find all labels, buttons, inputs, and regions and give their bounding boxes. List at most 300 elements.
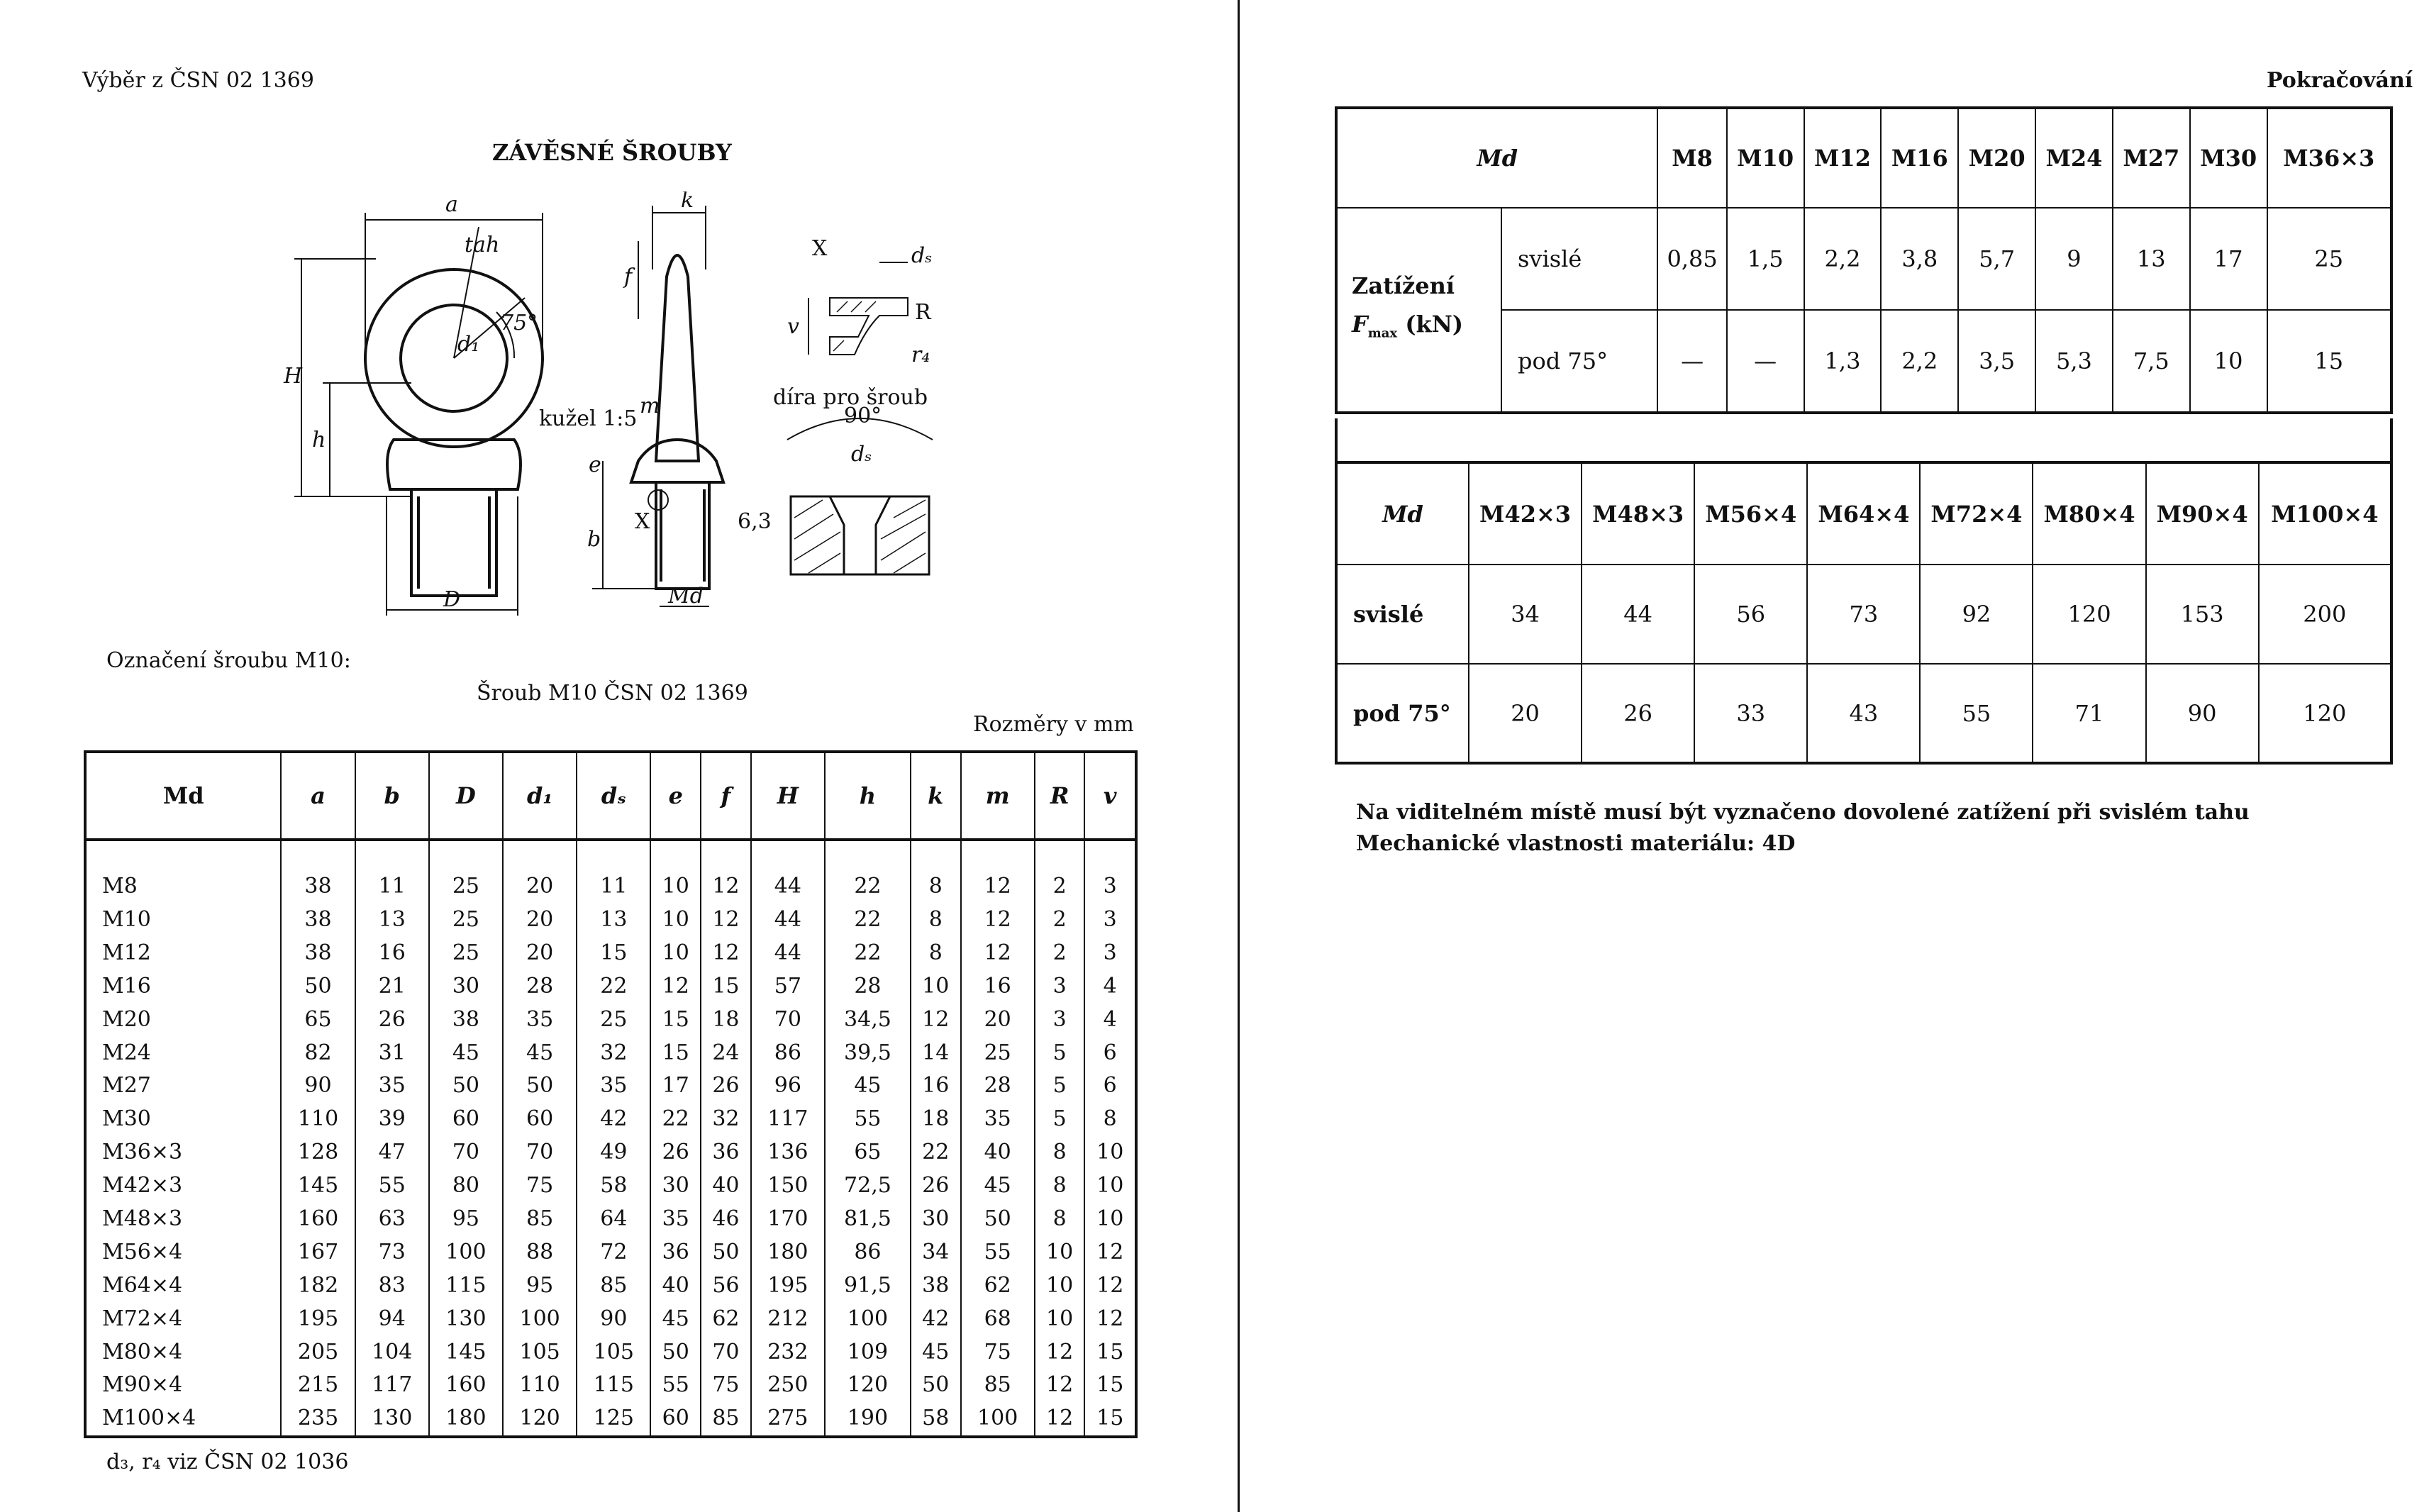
drawing-label-k: k xyxy=(681,191,694,213)
table-cell: 9 xyxy=(2035,208,2113,311)
dimension-cell: 15 xyxy=(701,969,751,1003)
column-header: M100×4 xyxy=(2259,462,2391,565)
spacer-cell xyxy=(751,840,825,870)
dimension-cell: 15 xyxy=(650,1003,701,1036)
column-header: M16 xyxy=(1881,108,1958,208)
dimension-cell: 13 xyxy=(355,904,429,937)
dimension-cell: 56 xyxy=(701,1269,751,1302)
dimension-cell: 91,5 xyxy=(825,1269,911,1302)
page-divider xyxy=(1238,0,1240,1512)
dimension-cell: 58 xyxy=(911,1402,961,1437)
column-header: a xyxy=(281,752,355,840)
table-cell: 33 xyxy=(1694,664,1807,763)
table-cell: 55 xyxy=(1920,664,2033,763)
dimension-cell: 5 xyxy=(1035,1069,1085,1103)
dimensions-table xyxy=(84,750,1138,1438)
row-label: svislé xyxy=(1336,565,1469,664)
table-cell: 2,2 xyxy=(1881,310,1958,413)
dimension-cell: 86 xyxy=(751,1036,825,1069)
dimension-cell: 12 xyxy=(650,969,701,1003)
dimension-cell: 96 xyxy=(751,1069,825,1103)
drawing-label-e: e xyxy=(589,452,601,477)
thread-size-cell: M48×3 xyxy=(85,1203,281,1236)
dimension-cell: 42 xyxy=(577,1103,650,1136)
column-header: Md xyxy=(85,752,281,840)
eye-bolt-drawing xyxy=(269,191,950,617)
dimension-cell: 232 xyxy=(751,1335,825,1369)
dimension-cell: 8 xyxy=(911,870,961,904)
dimension-cell: 3 xyxy=(1035,1003,1085,1036)
table-cell: 20 xyxy=(1469,664,1582,763)
thread-size-cell: M90×4 xyxy=(85,1369,281,1402)
column-header: D xyxy=(429,752,503,840)
drawing-label-kuzel: kužel 1:5 xyxy=(539,406,638,431)
column-header: dₛ xyxy=(577,752,650,840)
dimension-cell: 110 xyxy=(281,1103,355,1136)
dimension-cell: 10 xyxy=(1035,1235,1085,1269)
column-header: M27 xyxy=(2113,108,2190,208)
dimension-cell: 60 xyxy=(429,1103,503,1136)
thread-size-cell: M80×4 xyxy=(85,1335,281,1369)
table-cell: 17 xyxy=(2190,208,2267,311)
dimension-cell: 180 xyxy=(751,1235,825,1269)
dimension-cell: 8 xyxy=(1035,1136,1085,1169)
dimension-cell: 50 xyxy=(650,1335,701,1369)
dimension-cell: 125 xyxy=(577,1402,650,1437)
dimension-cell: 5 xyxy=(1035,1103,1085,1136)
dimension-cell: 25 xyxy=(429,936,503,969)
dimension-cell: 20 xyxy=(961,1003,1035,1036)
dimension-cell: 47 xyxy=(355,1136,429,1169)
page-header-right: Pokračování xyxy=(2267,68,2413,93)
dimension-cell: 50 xyxy=(701,1235,751,1269)
dimension-cell: 22 xyxy=(650,1103,701,1136)
dimension-cell: 22 xyxy=(911,1136,961,1169)
detail-label-r4: r₄ xyxy=(911,343,930,367)
spacer-cell xyxy=(1035,840,1085,870)
column-header: M24 xyxy=(2035,108,2113,208)
dimension-cell: 11 xyxy=(577,870,650,904)
dimension-cell: 25 xyxy=(961,1036,1035,1069)
dimension-cell: 46 xyxy=(701,1203,751,1236)
dimension-cell: 45 xyxy=(961,1169,1035,1203)
column-header: M72×4 xyxy=(1920,462,2033,565)
table-cell: 5,7 xyxy=(1958,208,2035,311)
dimension-cell: 180 xyxy=(429,1402,503,1437)
dimension-cell: 35 xyxy=(961,1103,1035,1136)
table-cell: 1,5 xyxy=(1727,208,1804,311)
table-cell: 5,3 xyxy=(2035,310,2113,413)
column-header: M80×4 xyxy=(2033,462,2145,565)
spacer-cell xyxy=(429,840,503,870)
dimension-cell: 3 xyxy=(1103,940,1117,965)
drawing-label-x: X xyxy=(635,509,650,534)
thread-size-cell: M16 xyxy=(85,969,281,1003)
column-header: e xyxy=(650,752,701,840)
dimension-cell: 136 xyxy=(751,1136,825,1169)
load-label-text: Zatížení xyxy=(1352,272,1455,300)
detail-label-angle90: 90° xyxy=(844,404,882,428)
dimension-cell: 85 xyxy=(961,1369,1035,1402)
load-label xyxy=(1336,208,1501,413)
table-row xyxy=(85,1369,1136,1402)
dimension-cell: 12 xyxy=(701,936,751,969)
dimension-cell: 212 xyxy=(751,1302,825,1335)
thread-size-cell: M30 xyxy=(85,1103,281,1136)
table-row xyxy=(85,1003,1136,1036)
dimension-cell: 55 xyxy=(961,1235,1035,1269)
hole-label-ds: dₛ xyxy=(851,442,872,467)
dimension-cell: 85 xyxy=(503,1203,577,1236)
dimension-cell: 85 xyxy=(577,1269,650,1302)
table-cell: 13 xyxy=(2113,208,2190,311)
table-row xyxy=(85,1036,1136,1069)
dimension-cell: 12 xyxy=(1096,1306,1124,1331)
dimension-cell: 100 xyxy=(429,1235,503,1269)
dimension-cell: 21 xyxy=(355,969,429,1003)
drawing-label-a: a xyxy=(445,192,458,217)
dimension-cell: 8 xyxy=(911,904,961,937)
dimension-cell: 10 xyxy=(1096,1173,1124,1199)
dimension-cell: 130 xyxy=(429,1302,503,1335)
dimension-cell: 12 xyxy=(1035,1369,1085,1402)
table-row xyxy=(85,1235,1136,1269)
dimension-cell: 12 xyxy=(911,1003,961,1036)
dimension-cell: 105 xyxy=(577,1335,650,1369)
dimension-cell: 72,5 xyxy=(825,1169,911,1203)
thread-size-cell: M64×4 xyxy=(85,1269,281,1302)
dimension-cell: 25 xyxy=(429,870,503,904)
table-cell: 153 xyxy=(2146,565,2259,664)
spacer-cell xyxy=(577,840,650,870)
dimension-cell: 12 xyxy=(1035,1335,1085,1369)
drawing-label-tah: tah xyxy=(465,233,500,257)
dimension-cell: 15 xyxy=(577,936,650,969)
table-cell: 44 xyxy=(1582,565,1694,664)
table-row xyxy=(85,1136,1136,1169)
note-material: Mechanické vlastnosti materiálu: 4D xyxy=(1356,831,1796,856)
table-row xyxy=(1336,208,2391,311)
spacer-cell xyxy=(650,840,701,870)
table-cell: 7,5 xyxy=(2113,310,2190,413)
dimension-cell: 109 xyxy=(825,1335,911,1369)
table-row xyxy=(85,1335,1136,1369)
dimension-cell: 60 xyxy=(503,1103,577,1136)
table-cell: 120 xyxy=(2259,664,2391,763)
table-row xyxy=(85,1103,1136,1136)
dimension-cell: 50 xyxy=(911,1369,961,1402)
spacer-cell xyxy=(825,840,911,870)
dimension-cell: 38 xyxy=(281,936,355,969)
dimension-cell: 5 xyxy=(1035,1036,1085,1069)
dimension-cell: 13 xyxy=(577,904,650,937)
thread-size-cell: M36×3 xyxy=(85,1136,281,1169)
dimension-cell: 75 xyxy=(961,1335,1035,1369)
column-header: M90×4 xyxy=(2146,462,2259,565)
dimension-cell: 2 xyxy=(1035,904,1085,937)
dimension-cell: 15 xyxy=(1096,1406,1124,1431)
table-row xyxy=(85,1203,1136,1236)
dimension-cell: 167 xyxy=(281,1235,355,1269)
dimension-cell: 17 xyxy=(650,1069,701,1103)
dimension-cell: 10 xyxy=(1096,1140,1124,1165)
dimension-cell: 55 xyxy=(825,1103,911,1136)
dimension-cell: 45 xyxy=(825,1069,911,1103)
dimension-cell: 6 xyxy=(1103,1073,1117,1099)
dimension-cell: 12 xyxy=(1035,1402,1085,1437)
dimension-cell: 10 xyxy=(1035,1302,1085,1335)
table-row xyxy=(1336,664,2391,763)
drawing-label-b: b xyxy=(587,527,601,552)
row-label: pod 75° xyxy=(1336,664,1469,763)
dimension-cell: 20 xyxy=(503,904,577,937)
drawing-label-angle: 75° xyxy=(500,311,538,335)
table-cell: 2,2 xyxy=(1804,208,1882,311)
table-row xyxy=(85,904,1136,937)
column-header: d₁ xyxy=(503,752,577,840)
row-label: pod 75° xyxy=(1501,310,1657,413)
dimension-cell: 32 xyxy=(701,1103,751,1136)
table-cell: 15 xyxy=(2267,310,2391,413)
dimension-cell: 31 xyxy=(355,1036,429,1069)
dimension-cell: 182 xyxy=(281,1269,355,1302)
dimension-cell: 6 xyxy=(1103,1040,1117,1065)
thread-size-cell: M8 xyxy=(85,870,281,904)
dimension-cell: 68 xyxy=(961,1302,1035,1335)
table-row xyxy=(85,870,1136,904)
dimension-cell: 18 xyxy=(701,1003,751,1036)
table-row xyxy=(85,936,1136,969)
dimension-cell: 88 xyxy=(503,1235,577,1269)
dimension-cell: 12 xyxy=(961,904,1035,937)
dimension-cell: 44 xyxy=(751,904,825,937)
footnote: d₃, r₄ viz ČSN 02 1036 xyxy=(106,1450,349,1474)
dimension-cell: 45 xyxy=(911,1335,961,1369)
dimension-cell: 50 xyxy=(429,1069,503,1103)
dimension-cell: 80 xyxy=(429,1169,503,1203)
table-row xyxy=(85,1269,1136,1302)
column-header: m xyxy=(961,752,1035,840)
spacer-cell xyxy=(503,840,577,870)
table-header-row xyxy=(1336,108,2391,208)
spacer-cell xyxy=(961,840,1035,870)
dimension-cell: 215 xyxy=(281,1369,355,1402)
dimension-cell: 65 xyxy=(825,1136,911,1169)
dimension-cell: 235 xyxy=(281,1402,355,1437)
drawing-label-H: H xyxy=(284,364,303,389)
dimension-cell: 70 xyxy=(751,1003,825,1036)
dimension-cell: 44 xyxy=(751,870,825,904)
dimension-cell: 44 xyxy=(751,936,825,969)
dimension-cell: 160 xyxy=(429,1369,503,1402)
column-header: v xyxy=(1084,752,1136,840)
dimension-cell: 22 xyxy=(825,936,911,969)
dimension-cell: 36 xyxy=(650,1235,701,1269)
load-table-2 xyxy=(1335,461,2393,765)
table-cell: 3,8 xyxy=(1881,208,1958,311)
dimension-cell: 35 xyxy=(355,1069,429,1103)
dimension-cell: 12 xyxy=(961,870,1035,904)
load-label-sub: max xyxy=(1367,326,1398,341)
dimension-cell: 62 xyxy=(961,1269,1035,1302)
table-row xyxy=(85,1069,1136,1103)
dimension-cell: 100 xyxy=(825,1302,911,1335)
designation-example: Šroub M10 ČSN 02 1369 xyxy=(477,681,748,706)
column-header: M20 xyxy=(1958,108,2035,208)
detail-label-v: v xyxy=(787,314,799,339)
dimension-cell: 16 xyxy=(911,1069,961,1103)
dimension-cell: 4 xyxy=(1103,973,1117,999)
dimension-cell: 12 xyxy=(1096,1272,1124,1298)
dimension-cell: 115 xyxy=(577,1369,650,1402)
column-header: h xyxy=(825,752,911,840)
dimension-cell: 45 xyxy=(650,1302,701,1335)
dimension-cell: 58 xyxy=(577,1169,650,1203)
dimension-cell: 28 xyxy=(825,969,911,1003)
dimension-cell: 128 xyxy=(281,1136,355,1169)
column-header: M56×4 xyxy=(1694,462,1807,565)
dimension-cell: 34 xyxy=(911,1235,961,1269)
drawing-label-surface: 6,3 xyxy=(738,509,772,534)
thread-size-cell: M10 xyxy=(85,904,281,937)
dimension-cell: 10 xyxy=(1096,1206,1124,1231)
dimension-cell: 14 xyxy=(911,1036,961,1069)
dimension-cell: 18 xyxy=(911,1103,961,1136)
column-header: k xyxy=(911,752,961,840)
table-header-row xyxy=(1336,462,2391,565)
dimension-cell: 35 xyxy=(577,1069,650,1103)
table-gap xyxy=(1335,418,2393,461)
dimension-cell: 22 xyxy=(577,969,650,1003)
dimension-cell: 26 xyxy=(911,1169,961,1203)
dimension-cell: 120 xyxy=(825,1369,911,1402)
dimension-cell: 30 xyxy=(650,1169,701,1203)
spacer-cell xyxy=(701,840,751,870)
dimension-cell: 32 xyxy=(577,1036,650,1069)
table-row xyxy=(85,1402,1136,1437)
dimension-cell: 120 xyxy=(503,1402,577,1437)
thread-size-cell: M100×4 xyxy=(85,1402,281,1437)
dimension-cell: 20 xyxy=(503,936,577,969)
dimension-cell: 30 xyxy=(429,969,503,1003)
table-cell: 34 xyxy=(1469,565,1582,664)
dimension-cell: 170 xyxy=(751,1203,825,1236)
dimension-cell: 50 xyxy=(503,1069,577,1103)
dimension-cell: 39 xyxy=(355,1103,429,1136)
dimension-cell: 117 xyxy=(751,1103,825,1136)
dimension-cell: 55 xyxy=(355,1169,429,1203)
dimension-cell: 38 xyxy=(281,904,355,937)
dimension-cell: 150 xyxy=(751,1169,825,1203)
thread-size-cell: M12 xyxy=(85,936,281,969)
table-cell: 73 xyxy=(1807,565,1920,664)
dimension-cell: 90 xyxy=(577,1302,650,1335)
dimension-cell: 104 xyxy=(355,1335,429,1369)
units-note: Rozměry v mm xyxy=(973,712,1134,737)
detail-label-x: X xyxy=(812,236,828,261)
dimension-cell: 70 xyxy=(701,1335,751,1369)
dimension-cell: 94 xyxy=(355,1302,429,1335)
column-header: M8 xyxy=(1657,108,1726,208)
table-cell: — xyxy=(1727,310,1804,413)
dimension-cell: 12 xyxy=(961,936,1035,969)
column-header: M36×3 xyxy=(2267,108,2391,208)
load-table-1 xyxy=(1335,106,2393,414)
dimension-cell: 275 xyxy=(751,1402,825,1437)
table-row xyxy=(85,1169,1136,1203)
dimension-cell: 12 xyxy=(1096,1239,1124,1264)
dimension-cell: 60 xyxy=(650,1402,701,1437)
dimension-cell: 3 xyxy=(1103,906,1117,932)
dimension-cell: 12 xyxy=(701,870,751,904)
table-row xyxy=(1336,565,2391,664)
column-header: f xyxy=(701,752,751,840)
spacer-cell xyxy=(281,840,355,870)
dimension-cell: 36 xyxy=(701,1136,751,1169)
table-spacer-row xyxy=(85,840,1136,870)
dimension-cell: 10 xyxy=(1035,1269,1085,1302)
dimension-cell: 195 xyxy=(751,1269,825,1302)
dimension-cell: 95 xyxy=(503,1269,577,1302)
dimension-cell: 95 xyxy=(429,1203,503,1236)
drawing-label-h: h xyxy=(312,428,326,452)
thread-size-cell: M24 xyxy=(85,1036,281,1069)
dimension-cell: 25 xyxy=(429,904,503,937)
dimension-cell: 65 xyxy=(281,1003,355,1036)
table-cell: 25 xyxy=(2267,208,2391,311)
table-cell: 120 xyxy=(2033,565,2145,664)
spacer-cell xyxy=(85,840,281,870)
dimension-cell: 145 xyxy=(281,1169,355,1203)
dimension-cell: 8 xyxy=(1035,1203,1085,1236)
table-cell: 43 xyxy=(1807,664,1920,763)
dimension-cell: 3 xyxy=(1103,874,1117,899)
page-header-left: Výběr z ČSN 02 1369 xyxy=(82,68,314,93)
table-cell: 92 xyxy=(1920,565,2033,664)
dimension-cell: 22 xyxy=(825,870,911,904)
column-header: M12 xyxy=(1804,108,1882,208)
drawing-label-f: f xyxy=(624,265,633,289)
dimension-cell: 45 xyxy=(429,1036,503,1069)
dimension-cell: 50 xyxy=(281,969,355,1003)
column-header: M64×4 xyxy=(1807,462,1920,565)
drawing-label-d1: d₁ xyxy=(457,332,480,357)
dimension-cell: 15 xyxy=(1096,1372,1124,1398)
dimension-cell: 86 xyxy=(825,1235,911,1269)
dimension-cell: 35 xyxy=(503,1003,577,1036)
thread-size-cell: M20 xyxy=(85,1003,281,1036)
dimension-cell: 117 xyxy=(355,1369,429,1402)
detail-label-R: R xyxy=(915,300,931,325)
dimension-cell: 3 xyxy=(1035,969,1085,1003)
dimension-cell: 63 xyxy=(355,1203,429,1236)
dimension-cell: 110 xyxy=(503,1369,577,1402)
dimension-cell: 12 xyxy=(701,904,751,937)
dimension-cell: 50 xyxy=(961,1203,1035,1236)
thread-size-cell: M56×4 xyxy=(85,1235,281,1269)
dimension-cell: 100 xyxy=(961,1402,1035,1437)
dimension-cell: 160 xyxy=(281,1203,355,1236)
md-label: Md xyxy=(1477,144,1518,172)
dimension-cell: 75 xyxy=(503,1169,577,1203)
dimension-cell: 25 xyxy=(577,1003,650,1036)
dimension-cell: 10 xyxy=(650,870,701,904)
dimension-cell: 34,5 xyxy=(825,1003,911,1036)
dimension-cell: 42 xyxy=(911,1302,961,1335)
dimension-cell: 26 xyxy=(355,1003,429,1036)
drawing-label-Md: Md xyxy=(668,584,704,608)
dimension-cell: 195 xyxy=(281,1302,355,1335)
